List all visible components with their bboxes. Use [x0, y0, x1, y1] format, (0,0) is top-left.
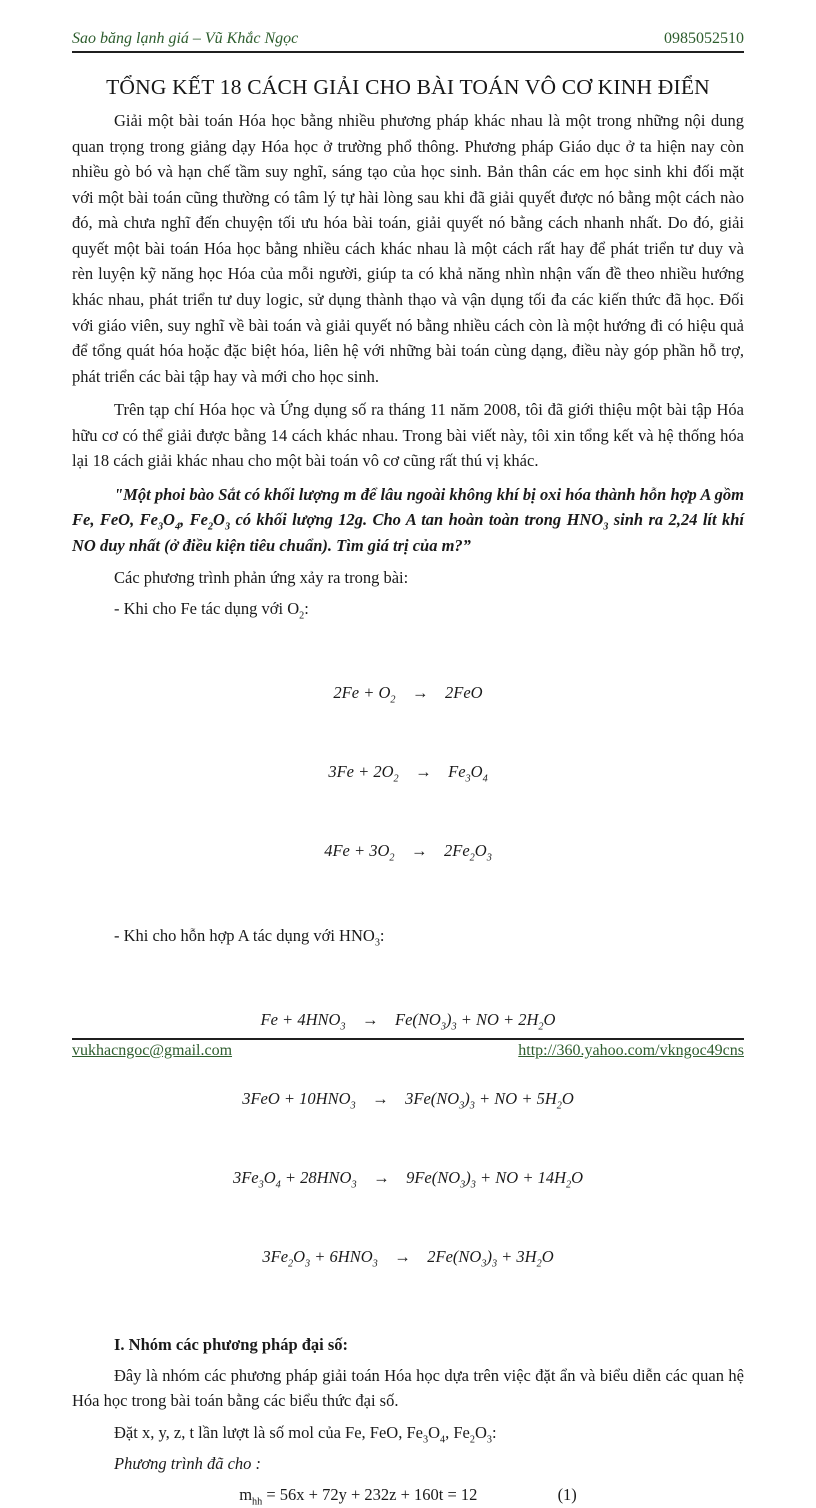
equation-number: (1): [557, 1485, 577, 1505]
section-intro-paragraph: Đây là nhóm các phương pháp giải toán Hóa học dựa trên việc đặt ẩn và biểu diễn các quan hệ Hóa học trong bài toán bằng các biểu thức đại số.: [72, 1365, 744, 1411]
equation-line: $3Fe + 2O_2$ → $Fe_3O_4$: [328, 762, 488, 785]
section-heading-algebra: I. Nhóm các phương pháp đại số:: [114, 1334, 349, 1354]
equation-line: $4Fe + 3O_2$ → $2Fe_2O_3$: [324, 841, 492, 864]
variables-definition-line: Đặt x, y, z, t lần lượt là số mol của Fe, FeO, $Fe_3O_4$, $Fe_2O_3$:: [114, 1422, 497, 1445]
paragraph-intro: Giải một bài toán Hóa học bằng nhiều phương pháp khác nhau là một trong những nội dung quan trọng trong giảng dạy Hóa học ở trường phổ thông. Phương pháp Giáo dục ở ta hiện nay còn nhiều gò bó và hạn chế tầm suy nghĩ, sáng tạo của học sinh. Bản thân các em học sinh khi đối mặt với một bài toán cũng thường có tâm lý tự hài lòng sau khi đã giải quyết được nó bằng một cách nào đó, mà chưa nghĩ đến chuyện tối ưu hóa bài toán, giải quyết nó bằng cách nhanh nhất. Do đó, giải quyết một bài toán Hóa học bằng nhiều cách khác nhau là một cách rất hay để phát triển tư duy và rèn luyện kỹ năng học Hóa của mỗi người, giúp ta có khả năng nhìn nhận vấn đề theo nhiều hướng khác nhau, phát triển tư duy logic, sử dụng thành thạo và vận dụng tối đa các kiến thức đã học. Đối với giáo viên, suy nghĩ về bài toán và giải quyết nó bằng nhiều cách còn là một hướng đi có hiệu quả để tổng quát hóa hoặc đặc biệt hóa, liên hệ với những bài toán cùng dạng, điều này góp phần hỗ trợ, phát triển các bài tập hay và mới cho học sinh.: [72, 111, 744, 386]
given-equation-label: Phương trình đã cho :: [114, 1454, 262, 1474]
equation-line: $2Fe + O_2$ → 2FeO: [333, 682, 483, 706]
footer-email-link[interactable]: vukhacngoc@gmail.com: [72, 1042, 233, 1059]
header-phone: 0985052510: [664, 30, 744, 47]
equation-line: $3Fe_3O_4 + 28HNO_3$ → $9Fe(NO_3)_3$ + NO + $14H_2O$: [232, 1168, 584, 1191]
paragraph-context: Trên tạp chí Hóa học và Ứng dụng số ra tháng 11 năm 2008, tôi đã giới thiệu một bài tập Hóa hữu cơ có thể giải được bằng 14 cách khác nhau. Trong bài viết này, tôi xin tổng kết và hệ thống hóa lại 18 cách giải khác nhau cho một bài toán vô cơ cũng rất thú vị khác.: [72, 400, 744, 471]
equations-intro-line: Các phương trình phản ứng xảy ra trong bài:: [114, 567, 409, 587]
hno3-label: - Khi cho hỗn hợp A tác dụng với $HNO_3$:: [114, 926, 385, 949]
equation-line: $Fe + 4HNO_3$ → $Fe(NO_3)_3$ + NO + $2H_2O$: [260, 1009, 556, 1033]
header-author: Sao băng lạnh giá – Vũ Khắc Ngọc: [72, 30, 299, 47]
hno3-equations: [72, 954, 744, 1323]
equation-line: $3Fe_2O_3 + 6HNO_3$ → $2Fe(NO_3)_3 + 3H_2O$: [262, 1247, 554, 1270]
footer-divider: [72, 1038, 744, 1040]
fe-o2-label: - Khi cho Fe tác dụng với $O_2$:: [114, 599, 309, 622]
problem-statement: "Một phoi bào Sắt có khối lượng m để lâu ngoài không khí bị oxi hóa thành hỗn hợp A gồm Fe, FeO, $Fe_3O_4$, $Fe_2O_3$ có khối lượng 12g. Cho A tan hoàn toàn trong $HNO_3$ sinh ra 2,24 lít khí NO duy nhất (ở điều kiện tiêu chuẩn). Tìm giá trị của m?”: [72, 484, 744, 555]
page-footer: [72, 1038, 744, 1060]
fe-o2-equations: [72, 627, 744, 917]
given-equation-row: [72, 1485, 744, 1508]
page-header: [72, 30, 744, 53]
footer-url-link[interactable]: http://360.yahoo.com/vkngoc49cns: [518, 1042, 744, 1059]
equation-line: $3FeO + 10HNO_3$ → $3Fe(NO_3)_3$ + NO + $5H_2O$: [242, 1089, 574, 1112]
mass-equation: $m_{hh} = 56x + 72y + 232z + 160t = 12$: [239, 1485, 478, 1508]
page-title: TỔNG KẾT 18 CÁCH GIẢI CHO BÀI TOÁN VÔ CƠ KINH ĐIỂN: [106, 75, 710, 99]
